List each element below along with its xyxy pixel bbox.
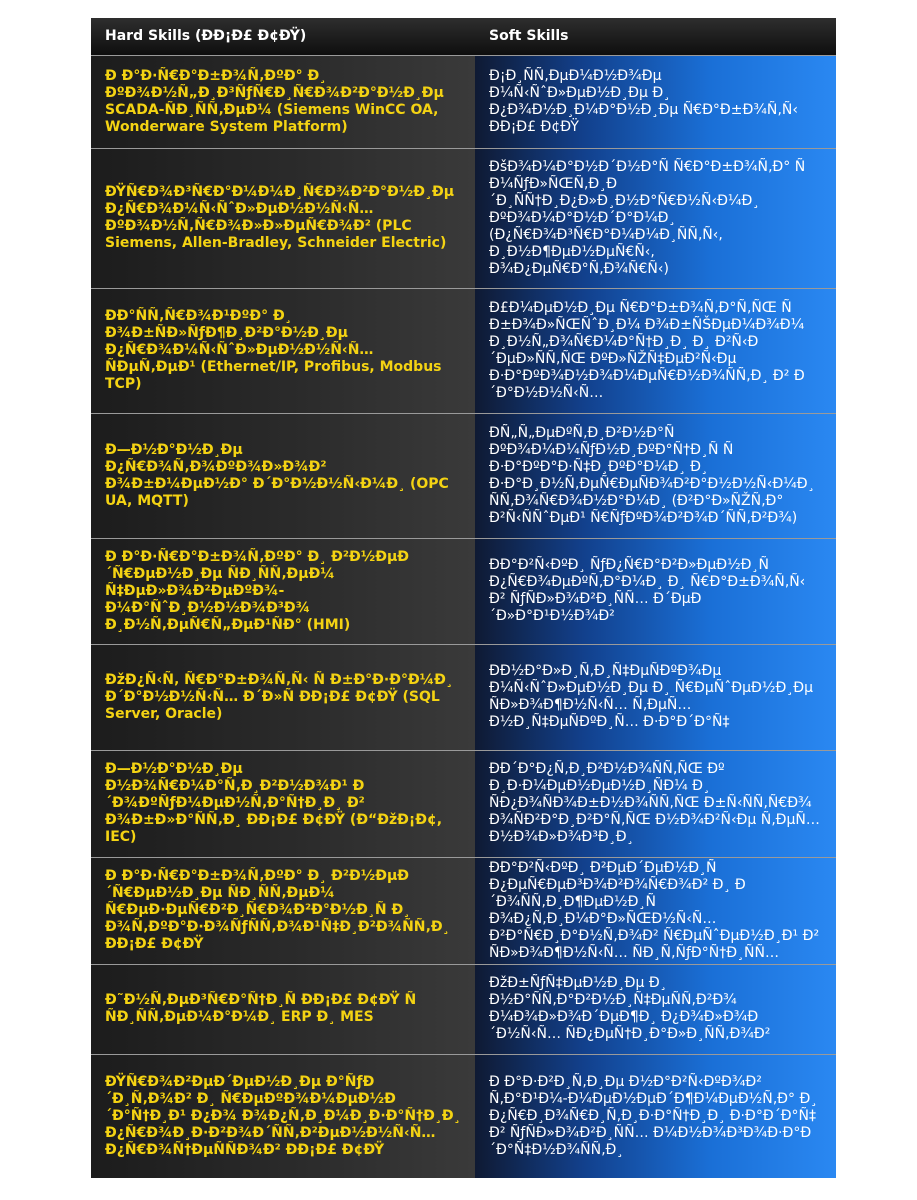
soft-skill-cell: Ð¡Ð¸ÑÑ‚ÐµÐ¼Ð½Ð¾Ðµ Ð¼Ñ‹ÑˆÐ»ÐµÐ½Ð¸Ðµ Ð¸ Ð¿Ð¾Ð½Ð¸Ð¼Ð°Ð½Ð¸Ðµ Ñ€Ð°Ð±Ð¾Ñ‚Ñ‹ ÐÐ¡Ð£ Ð¢ÐŸ (475, 55, 836, 148)
table-row (91, 413, 836, 538)
table-body (91, 55, 836, 1178)
soft-skill-cell: ÐÐ°Ð²Ñ‹ÐºÐ¸ ÑƒÐ¿Ñ€Ð°Ð²Ð»ÐµÐ½Ð¸Ñ Ð¿Ñ€Ð¾ÐµÐºÑ‚Ð°Ð¼Ð¸ Ð¸ Ñ€Ð°Ð±Ð¾Ñ‚Ñ‹ Ð² ÑƒÑÐ»Ð¾Ð²Ð¸ÑÑ… Ð´ÐµÐ´Ð»Ð°Ð¹Ð½Ð¾Ð² (475, 538, 836, 644)
soft-skill-cell: ÐÐ½Ð°Ð»Ð¸Ñ‚Ð¸Ñ‡ÐµÑÐºÐ¾Ðµ Ð¼Ñ‹ÑˆÐ»ÐµÐ½Ð¸Ðµ Ð¸ Ñ€ÐµÑˆÐµÐ½Ð¸Ðµ ÑÐ»Ð¾Ð¶Ð½Ñ‹Ñ… Ñ‚ÐµÑ…Ð½Ð¸Ñ‡ÐµÑÐºÐ¸Ñ… Ð·Ð°Ð´Ð°Ñ‡ (475, 644, 836, 750)
hard-skill-cell: ÐŸÑ€Ð¾Ð³Ñ€Ð°Ð¼Ð¼Ð¸Ñ€Ð¾Ð²Ð°Ð½Ð¸Ðµ Ð¿Ñ€Ð¾Ð¼Ñ‹ÑˆÐ»ÐµÐ½Ð½Ñ‹Ñ… ÐºÐ¾Ð½Ñ‚Ñ€Ð¾Ð»Ð»ÐµÑ€Ð¾Ð² (PLC Siemens, Allen-Bradley, Schneider Electric) (91, 148, 475, 288)
table-row (91, 538, 836, 644)
hard-skill-cell: Ð Ð°Ð·Ñ€Ð°Ð±Ð¾Ñ‚ÐºÐ° Ð¸ Ð²Ð½ÐµÐ´Ñ€ÐµÐ½Ð¸Ðµ ÑÐ¸ÑÑ‚ÐµÐ¼ Ñ€ÐµÐ·ÐµÑ€Ð²Ð¸Ñ€Ð¾Ð²Ð°Ð½Ð¸Ñ Ð¸ Ð¾Ñ‚ÐºÐ°Ð·Ð¾ÑƒÑÑ‚Ð¾Ð¹Ñ‡Ð¸Ð²Ð¾ÑÑ‚Ð¸ ÐÐ¡Ð£ Ð¢ÐŸ (91, 857, 475, 964)
hard-skill-cell: Ð—Ð½Ð°Ð½Ð¸Ðµ Ð½Ð¾Ñ€Ð¼Ð°Ñ‚Ð¸Ð²Ð½Ð¾Ð¹ Ð´Ð¾ÐºÑƒÐ¼ÐµÐ½Ñ‚Ð°Ñ†Ð¸Ð¸ Ð² Ð¾Ð±Ð»Ð°ÑÑ‚Ð¸ ÐÐ¡Ð£ Ð¢ÐŸ (Ð“ÐžÐ¡Ð¢, IEC) (91, 750, 475, 857)
table-row (91, 750, 836, 857)
soft-skill-cell: Ð£Ð¼ÐµÐ½Ð¸Ðµ Ñ€Ð°Ð±Ð¾Ñ‚Ð°Ñ‚ÑŒ Ñ Ð±Ð¾Ð»ÑŒÑˆÐ¸Ð¼ Ð¾Ð±ÑŠÐµÐ¼Ð¾Ð¼ Ð¸Ð½Ñ„Ð¾Ñ€Ð¼Ð°Ñ†Ð¸Ð¸ Ð¸ Ð²Ñ‹Ð´ÐµÐ»ÑÑ‚ÑŒ ÐºÐ»ÑŽÑ‡ÐµÐ²Ñ‹Ðµ Ð·Ð°ÐºÐ¾Ð½Ð¾Ð¼ÐµÑ€Ð½Ð¾ÑÑ‚Ð¸ Ð² Ð´Ð°Ð½Ð½Ñ‹Ñ… (475, 288, 836, 413)
hard-skill-cell: Ð˜Ð½Ñ‚ÐµÐ³Ñ€Ð°Ñ†Ð¸Ñ ÐÐ¡Ð£ Ð¢ÐŸ Ñ ÑÐ¸ÑÑ‚ÐµÐ¼Ð°Ð¼Ð¸ ERP Ð¸ MES (91, 964, 475, 1054)
soft-skill-cell: ÐšÐ¾Ð¼Ð°Ð½Ð´Ð½Ð°Ñ Ñ€Ð°Ð±Ð¾Ñ‚Ð° Ñ Ð¼ÑƒÐ»ÑŒÑ‚Ð¸Ð´Ð¸ÑÑ†Ð¸Ð¿Ð»Ð¸Ð½Ð°Ñ€Ð½Ñ‹Ð¼Ð¸ ÐºÐ¾Ð¼Ð°Ð½Ð´Ð°Ð¼Ð¸ (Ð¿Ñ€Ð¾Ð³Ñ€Ð°Ð¼Ð¼Ð¸ÑÑ‚Ñ‹, Ð¸Ð½Ð¶ÐµÐ½ÐµÑ€Ñ‹, Ð¾Ð¿ÐµÑ€Ð°Ñ‚Ð¾Ñ€Ñ‹) (475, 148, 836, 288)
hard-skill-cell: ÐŸÑ€Ð¾Ð²ÐµÐ´ÐµÐ½Ð¸Ðµ Ð°ÑƒÐ´Ð¸Ñ‚Ð¾Ð² Ð¸ Ñ€ÐµÐºÐ¾Ð¼ÐµÐ½Ð´Ð°Ñ†Ð¸Ð¹ Ð¿Ð¾ Ð¾Ð¿Ñ‚Ð¸Ð¼Ð¸Ð·Ð°Ñ†Ð¸Ð¸ Ð¿Ñ€Ð¾Ð¸Ð·Ð²Ð¾Ð´ÑÑ‚Ð²ÐµÐ½Ð½Ñ‹Ñ… Ð¿Ñ€Ð¾Ñ†ÐµÑÑÐ¾Ð² ÐÐ¡Ð£ Ð¢ÐŸ (91, 1054, 475, 1178)
soft-skill-cell: ÐÐ´Ð°Ð¿Ñ‚Ð¸Ð²Ð½Ð¾ÑÑ‚ÑŒ Ðº Ð¸Ð·Ð¼ÐµÐ½ÐµÐ½Ð¸ÑÐ¼ Ð¸ ÑÐ¿Ð¾ÑÐ¾Ð±Ð½Ð¾ÑÑ‚ÑŒ Ð±Ñ‹ÑÑ‚Ñ€Ð¾ Ð¾ÑÐ²Ð°Ð¸Ð²Ð°Ñ‚ÑŒ Ð½Ð¾Ð²Ñ‹Ðµ Ñ‚ÐµÑ…Ð½Ð¾Ð»Ð¾Ð³Ð¸Ð¸ (475, 750, 836, 857)
soft-skill-cell: Ð Ð°Ð·Ð²Ð¸Ñ‚Ð¸Ðµ Ð½Ð°Ð²Ñ‹ÐºÐ¾Ð² Ñ‚Ð°Ð¹Ð¼-Ð¼ÐµÐ½ÐµÐ´Ð¶Ð¼ÐµÐ½Ñ‚Ð° Ð¸ Ð¿Ñ€Ð¸Ð¾Ñ€Ð¸Ñ‚Ð¸Ð·Ð°Ñ†Ð¸Ð¸ Ð·Ð°Ð´Ð°Ñ‡ Ð² ÑƒÑÐ»Ð¾Ð²Ð¸ÑÑ… Ð¼Ð½Ð¾Ð³Ð¾Ð·Ð°Ð´Ð°Ñ‡Ð½Ð¾ÑÑ‚Ð¸ (475, 1054, 836, 1178)
hard-skill-cell: ÐÐ°ÑÑ‚Ñ€Ð¾Ð¹ÐºÐ° Ð¸ Ð¾Ð±ÑÐ»ÑƒÐ¶Ð¸Ð²Ð°Ð½Ð¸Ðµ Ð¿Ñ€Ð¾Ð¼Ñ‹ÑˆÐ»ÐµÐ½Ð½Ñ‹Ñ… ÑÐµÑ‚ÐµÐ¹ (Ethernet/IP, Profibus, Modbus TCP) (91, 288, 475, 413)
table-header (91, 18, 836, 55)
table-row (91, 964, 836, 1054)
table-row (91, 1054, 836, 1178)
table-row (91, 857, 836, 964)
soft-skill-cell: ÐÐ°Ð²Ñ‹ÐºÐ¸ Ð²ÐµÐ´ÐµÐ½Ð¸Ñ Ð¿ÐµÑ€ÐµÐ³Ð¾Ð²Ð¾Ñ€Ð¾Ð² Ð¸ Ð´Ð¾ÑÑ‚Ð¸Ð¶ÐµÐ½Ð¸Ñ Ð¾Ð¿Ñ‚Ð¸Ð¼Ð°Ð»ÑŒÐ½Ñ‹Ñ… Ð²Ð°Ñ€Ð¸Ð°Ð½Ñ‚Ð¾Ð² Ñ€ÐµÑˆÐµÐ½Ð¸Ð¹ Ð² ÑÐ»Ð¾Ð¶Ð½Ñ‹Ñ… ÑÐ¸Ñ‚ÑƒÐ°Ñ†Ð¸ÑÑ… (475, 857, 836, 964)
header-soft-skills: Soft Skills (475, 18, 836, 55)
hard-skill-cell: Ð—Ð½Ð°Ð½Ð¸Ðµ Ð¿Ñ€Ð¾Ñ‚Ð¾ÐºÐ¾Ð»Ð¾Ð² Ð¾Ð±Ð¼ÐµÐ½Ð° Ð´Ð°Ð½Ð½Ñ‹Ð¼Ð¸ (OPC UA, MQTT) (91, 413, 475, 538)
table-row (91, 148, 836, 288)
header-row (91, 18, 836, 55)
hard-skill-cell: Ð Ð°Ð·Ñ€Ð°Ð±Ð¾Ñ‚ÐºÐ° Ð¸ ÐºÐ¾Ð½Ñ„Ð¸Ð³ÑƒÑ€Ð¸Ñ€Ð¾Ð²Ð°Ð½Ð¸Ðµ SCADA-ÑÐ¸ÑÑ‚ÐµÐ¼ (Siemens WinCC OA, Wonderware System Platform) (91, 55, 475, 148)
hard-skill-cell: ÐžÐ¿Ñ‹Ñ‚ Ñ€Ð°Ð±Ð¾Ñ‚Ñ‹ Ñ Ð±Ð°Ð·Ð°Ð¼Ð¸ Ð´Ð°Ð½Ð½Ñ‹Ñ… Ð´Ð»Ñ ÐÐ¡Ð£ Ð¢ÐŸ (SQL Server, Oracle) (91, 644, 475, 750)
soft-skill-cell: ÐÑ„Ñ„ÐµÐºÑ‚Ð¸Ð²Ð½Ð°Ñ ÐºÐ¾Ð¼Ð¼ÑƒÐ½Ð¸ÐºÐ°Ñ†Ð¸Ñ Ñ Ð·Ð°ÐºÐ°Ð·Ñ‡Ð¸ÐºÐ°Ð¼Ð¸ Ð¸ Ð·Ð°Ð¸Ð½Ñ‚ÐµÑ€ÐµÑÐ¾Ð²Ð°Ð½Ð½Ñ‹Ð¼Ð¸ ÑÑ‚Ð¾Ñ€Ð¾Ð½Ð°Ð¼Ð¸ (Ð²Ð°Ð»ÑŽÑ‚Ð° Ð²Ñ‹ÑÑˆÐµÐ¹ Ñ€ÑƒÐºÐ¾Ð²Ð¾Ð´ÑÑ‚Ð²Ð¾) (475, 413, 836, 538)
soft-skill-cell: ÐžÐ±ÑƒÑ‡ÐµÐ½Ð¸Ðµ Ð¸ Ð½Ð°ÑÑ‚Ð°Ð²Ð½Ð¸Ñ‡ÐµÑÑ‚Ð²Ð¾ Ð¼Ð¾Ð»Ð¾Ð´ÐµÐ¶Ð¸ Ð¿Ð¾Ð»Ð¾Ð´Ð½Ñ‹Ñ… ÑÐ¿ÐµÑ†Ð¸Ð°Ð»Ð¸ÑÑ‚Ð¾Ð² (475, 964, 836, 1054)
skills-table (91, 18, 836, 1178)
header-hard-skills: Hard Skills (ÐÐ¡Ð£ Ð¢ÐŸ) (91, 18, 475, 55)
table-row (91, 288, 836, 413)
hard-skill-cell: Ð Ð°Ð·Ñ€Ð°Ð±Ð¾Ñ‚ÐºÐ° Ð¸ Ð²Ð½ÐµÐ´Ñ€ÐµÐ½Ð¸Ðµ ÑÐ¸ÑÑ‚ÐµÐ¼ Ñ‡ÐµÐ»Ð¾Ð²ÐµÐºÐ¾-Ð¼Ð°ÑˆÐ¸Ð½Ð½Ð¾Ð³Ð¾ Ð¸Ð½Ñ‚ÐµÑ€Ñ„ÐµÐ¹ÑÐ° (HMI) (91, 538, 475, 644)
table-row (91, 55, 836, 148)
table-row (91, 644, 836, 750)
